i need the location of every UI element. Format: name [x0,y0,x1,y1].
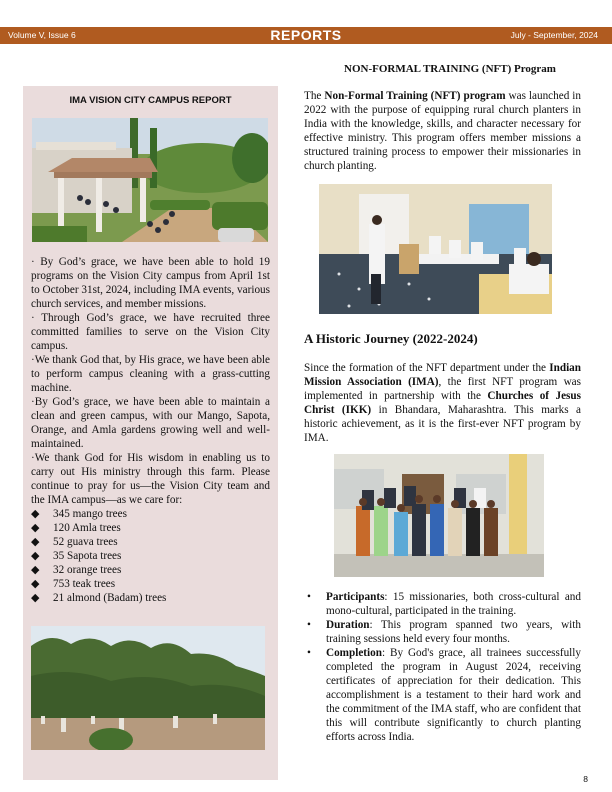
bullet-icon: • [307,591,311,603]
date-range: July - September, 2024 [510,30,598,40]
highlight-label: Duration [326,619,370,631]
newsletter-header-bar [0,27,612,44]
diamond-bullet-icon: ◆ [31,522,40,534]
highlight-label: Participants [326,591,385,603]
nft-intro-paragraph [304,89,581,173]
tree-count: 35 Sapota trees [53,550,122,562]
tree-list [31,507,270,605]
campus-paragraph: · Through God’s grace, we have recruited three committed families to serve on the Vision City campus. [31,312,270,352]
intro-rest: was launched in 2022 with the purpose of equipping rural church planters in India with the knowledge, skills, and character necessary for effective ministry. This program offers member missions a structured training process to empower their missionaries in church planting. [304,90,581,172]
tree-list-item [31,591,270,605]
nft-highlights-list [304,590,581,744]
tree-list-item [31,507,270,521]
graduates-group-photo [334,454,544,577]
intro-lead: The [304,90,325,102]
campus-report-panel [23,86,278,780]
journey-text: Since the formation of the NFT department under the [304,362,550,374]
journey-body [304,361,581,445]
journey-text: in Bhandara, Maharashtra. This marks a historic achievement, as it is the first-ever NFT program by IMA. [304,404,581,444]
campus-paragraph: ·We thank God that, by His grace, we have been able to perform campus cleaning with a grass-cutting machine. [31,354,270,394]
tree-list-item [31,563,270,577]
issue-label: Volume V, Issue 6 [8,30,76,40]
campus-building-photo [32,118,268,242]
tree-count: 52 guava trees [53,536,118,548]
diamond-bullet-icon: ◆ [31,592,40,604]
campus-report-body [31,255,270,605]
highlight-duration [304,618,581,646]
highlight-text [326,646,581,744]
tree-list-item [31,577,270,591]
campus-paragraph: ·We thank God for His wisdom in enabling us to carry out His ministry through this farm. Please continue to pray for us—the Vision City team and the IMA campus—as we care for: [31,452,270,506]
tree-count: 120 Amla trees [53,522,121,534]
tree-count: 32 orange trees [53,564,122,576]
diamond-bullet-icon: ◆ [31,536,40,548]
diamond-bullet-icon: ◆ [31,578,40,590]
diamond-bullet-icon: ◆ [31,564,40,576]
nft-classroom-photo [319,184,552,314]
nft-heading: NON-FORMAL TRAINING (NFT) Program [344,63,556,75]
highlight-detail: : By God's grace, all trainees successfully completed the program in August 2024, receiving certificates of appreciation for their dedication. This accomplishment is a testament to their hard work and the commitment of the IMA staff, who are confident that this will contribute significantly to church planting efforts across India. [326,647,581,743]
highlight-text [326,618,581,646]
mango-orchard-photo [31,626,265,750]
bullet-icon: • [307,647,311,659]
page-number: 8 [583,774,588,784]
highlight-detail: : This program spanned two years, with training sessions held every four months. [326,619,581,645]
tree-count: 21 almond (Badam) trees [53,592,167,604]
section-title: REPORTS [270,27,342,43]
bullet-icon: • [307,619,311,631]
highlight-text [326,590,581,618]
campus-paragraph: · By God’s grace, we have been able to hold 19 programs on the Vision City campus from April 1st to October 31st, 2024, including IMA events, various church services, and member missions. [31,256,270,310]
historic-journey-heading: A Historic Journey (2022-2024) [304,331,478,346]
journey-bold-ikk: Churches of Jesus Christ (IKK) [304,390,581,416]
tree-list-item [31,549,270,563]
highlight-completion [304,646,581,744]
highlight-label: Completion [326,647,382,659]
intro-bold: Non-Formal Training (NFT) program [324,90,506,102]
tree-list-item [31,521,270,535]
nft-intro [304,89,581,173]
campus-report-title: IMA VISION CITY CAMPUS REPORT [69,95,232,106]
diamond-bullet-icon: ◆ [31,508,40,520]
highlight-detail: : 15 missionaries, both cross-cultural and mono-cultural, participated in the training. [326,591,581,617]
campus-paragraph: ·By God’s grace, we have been able to maintain a clean and green campus, with our Mango, Sapota, Orange, and Amla gardens growing well and well-maintained. [31,396,270,450]
highlight-participants [304,590,581,618]
journey-paragraph [304,361,581,445]
tree-count: 345 mango trees [53,508,127,520]
journey-bold-ima: Indian Mission Association (IMA) [304,362,581,388]
tree-list-item [31,535,270,549]
diamond-bullet-icon: ◆ [31,550,40,562]
tree-count: 753 teak trees [53,578,116,590]
journey-text: , the first NFT program was implemented in partnership with the [304,376,582,402]
